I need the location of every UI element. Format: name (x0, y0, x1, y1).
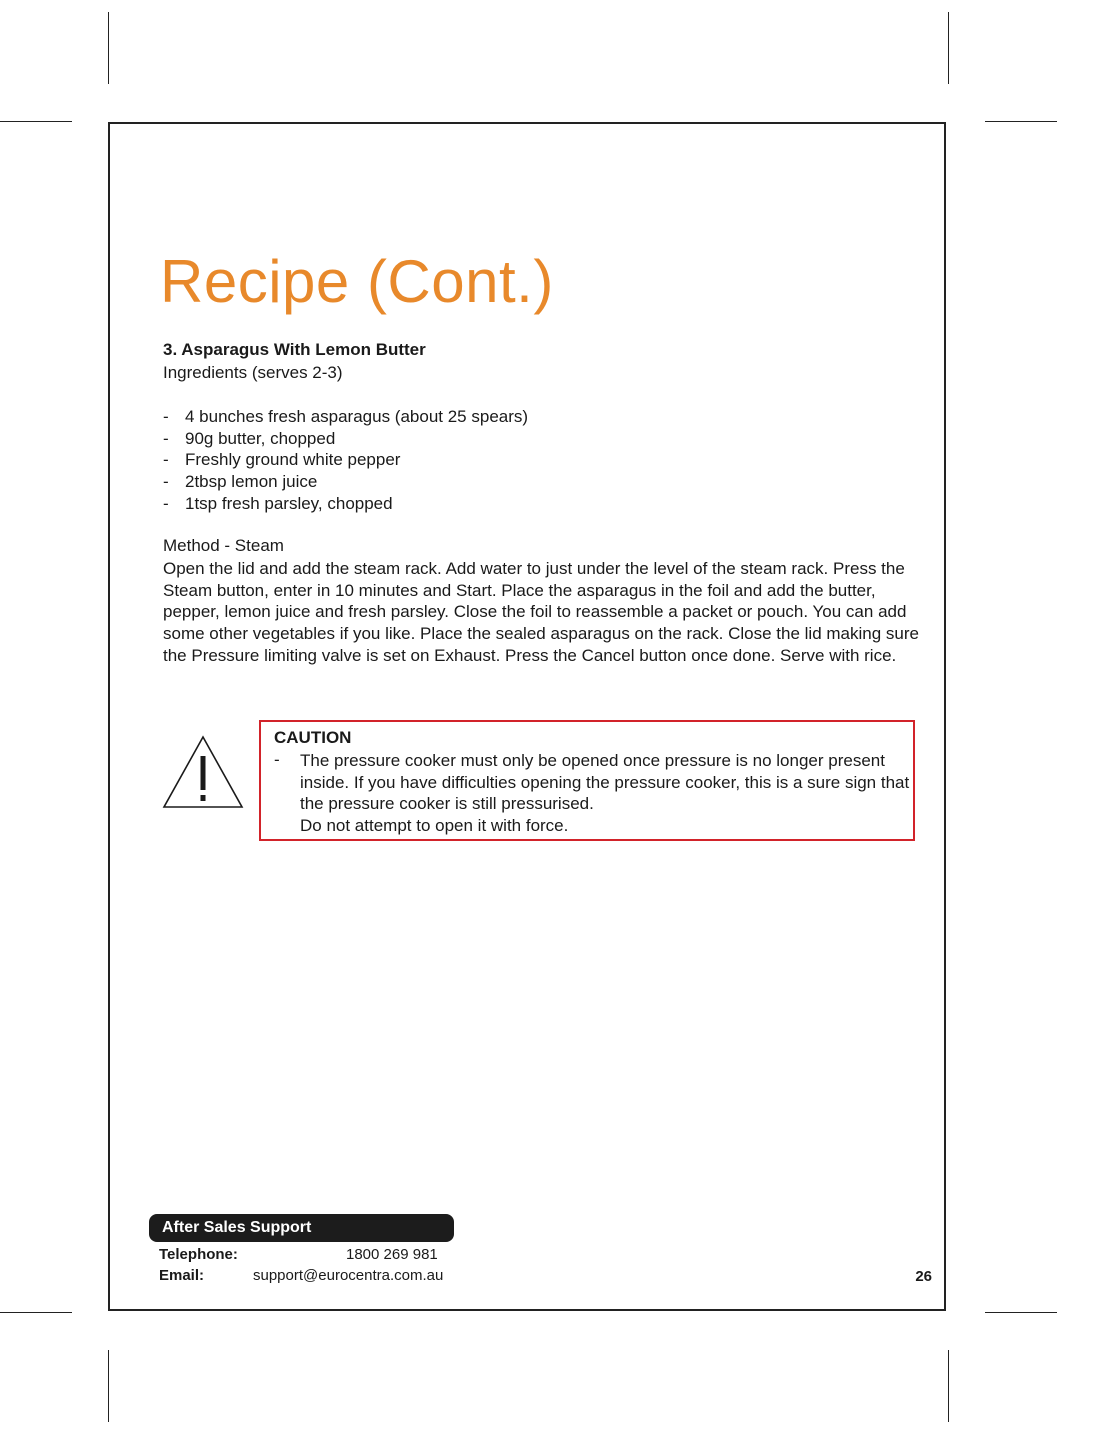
ingredients-label: Ingredients (serves 2-3) (163, 363, 343, 382)
bullet-dash: - (163, 493, 169, 513)
ingredient-item: - 1tsp fresh parsley, chopped (163, 493, 393, 513)
page-title: Recipe (Cont.) (160, 248, 554, 315)
method-text: Open the lid and add the steam rack. Add water to just under the level of the steam rack. Press the Steam button, enter in 10 minutes and Start. Place the asparagus in the foil and add the butter, pepper, lemon juice and fresh parsley. Close the foil to reassemble a packet or pouch. You can add some other vegetables if you like. Place the sealed asparagus on the rack. Close the lid making sure the Pressure limiting valve is set on Exhaust. Press the Cancel button once done. Serve with rice. (163, 559, 919, 665)
crop-mark (108, 12, 109, 84)
bullet-dash: - (163, 428, 169, 448)
crop-mark (0, 121, 72, 122)
email-value[interactable]: support@eurocentra.com.au (253, 1267, 444, 1284)
ingredient-item: - 4 bunches fresh asparagus (about 25 spears) (163, 407, 529, 426)
telephone-value[interactable]: 1800 269 981 (346, 1246, 438, 1263)
crop-mark (985, 1312, 1057, 1313)
crop-mark (948, 1350, 949, 1422)
crop-mark (948, 12, 949, 84)
bullet-dash: - (274, 750, 280, 769)
caution-box (259, 720, 915, 841)
ingredient-item: - 2tbsp lemon juice (163, 472, 318, 492)
crop-mark (985, 121, 1057, 122)
page-number: 26 (915, 1268, 932, 1285)
warning-triangle-icon (161, 734, 245, 810)
caution-text: The pressure cooker must only be opened once pressure is no longer present inside. If you have difficulties opening the pressure cooker, this is a sure sign that the pressure cooker is still pressurised. Do not attempt to open it with force. (300, 751, 910, 836)
ingredient-item: - Freshly ground white pepper (163, 450, 401, 470)
ingredient-list (163, 406, 528, 515)
bullet-dash: - (163, 450, 169, 470)
recipe-heading: 3. Asparagus With Lemon Butter (163, 340, 426, 359)
ingredient-item: - 90g butter, chopped (163, 428, 336, 448)
page-frame (108, 122, 946, 1311)
telephone-label: Telephone: (159, 1246, 238, 1263)
crop-mark (108, 1350, 109, 1422)
crop-mark (0, 1312, 72, 1313)
bullet-dash: - (163, 472, 169, 492)
bullet-dash: - (163, 407, 169, 426)
caution-title: CAUTION (274, 728, 352, 747)
email-label: Email: (159, 1267, 205, 1284)
support-banner: After Sales Support (149, 1214, 454, 1242)
method-label: Method - Steam (163, 536, 284, 555)
